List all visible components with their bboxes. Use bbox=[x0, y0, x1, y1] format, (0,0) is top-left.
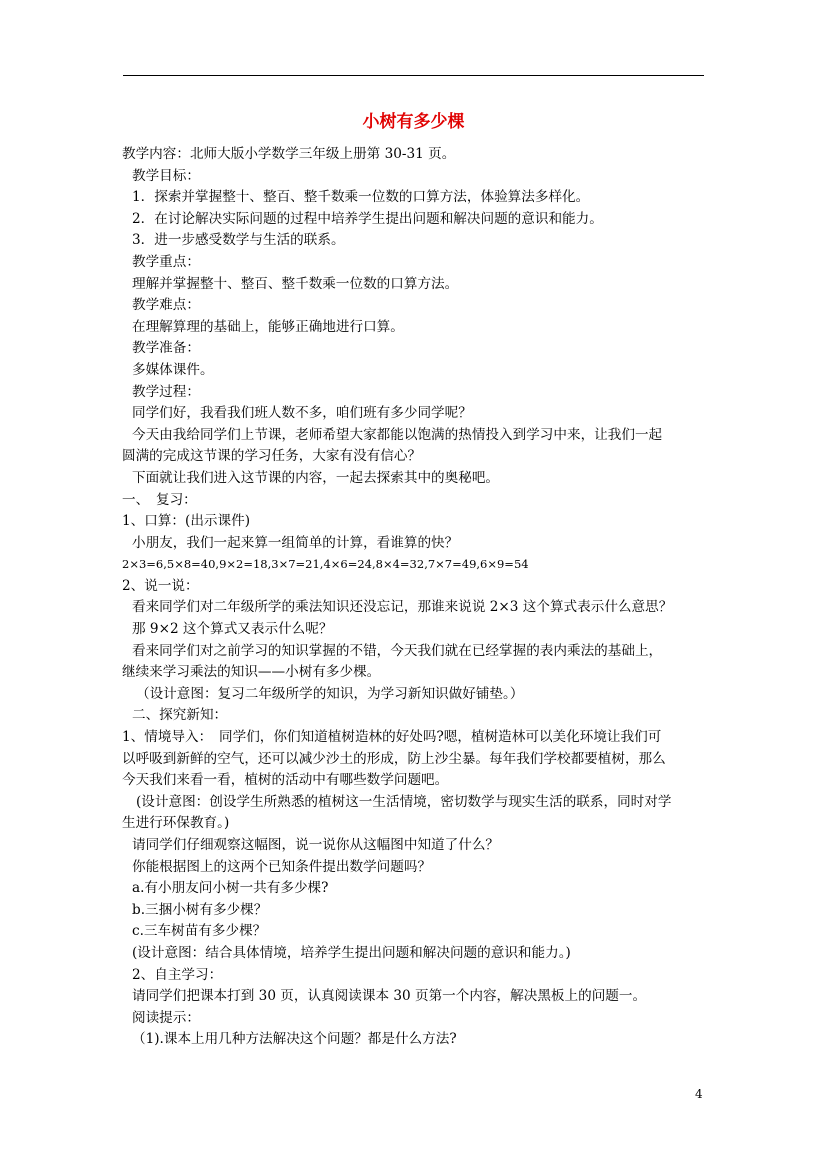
body-line-teaching-content: 教学内容：北师大版小学数学三年级上册第 30-31 页。 bbox=[122, 146, 456, 162]
body-line-intro-1: 今天由我给同学们上节课，老师希望大家都能以饱满的热情投入到学习中来，让我们一起 bbox=[132, 426, 663, 443]
body-line-equations: 2×3=6,5×8=40,9×2=18,3×7=21,4×6=24,8×4=32,7×7=49,6×9=54 bbox=[122, 557, 529, 572]
body-line-intro-3: 下面就让我们进入这节课的内容，一起去探索其中的奥秘吧。 bbox=[132, 469, 500, 486]
body-line-question-prompt: 你能根据图上的这两个已知条件提出数学问题吗？ bbox=[132, 858, 432, 875]
body-line-design-3: (设计意图：结合具体情境，培养学生提出问题和解决问题的意识和能力。) bbox=[132, 944, 571, 961]
body-line-observe: 请同学们仔细观察这幅图，说一说你从这幅图中知道了什么？ bbox=[132, 837, 500, 853]
header-rule bbox=[123, 75, 704, 76]
body-line-situation-3: 今天我们来看一看，植树的活动中有哪些数学问题吧。 bbox=[122, 772, 449, 789]
document-title: 小树有多少棵 bbox=[362, 112, 465, 132]
body-line-mental-math: 1、口算：(出示课件) bbox=[122, 513, 251, 530]
body-line-say-4: 继续来学习乘法的知识——小树有多少棵。 bbox=[122, 664, 381, 681]
body-line-difficulty: 在理解算理的基础上，能够正确地进行口算。 bbox=[132, 318, 404, 335]
document-body bbox=[122, 144, 712, 1051]
body-line-explore-heading: 二、探究新知： bbox=[132, 707, 228, 724]
body-line-say-heading: 2、说一说： bbox=[122, 577, 199, 594]
body-line-key-points-heading: 教学重点： bbox=[132, 253, 200, 270]
body-line-question-b: b.三捆小树有多少棵？ bbox=[132, 901, 268, 918]
body-line-goal-1: 1．探索并掌握整十、整百、整千数乘一位数的口算方法，体验算法多样化。 bbox=[132, 189, 590, 206]
body-line-self-study-heading: 2、自主学习： bbox=[132, 966, 223, 983]
body-line-say-3: 看来同学们对之前学习的知识掌握的不错，今天我们就在已经掌握的表内乘法的基础上， bbox=[132, 642, 663, 659]
body-line-situation-1: 1、情境导入： 同学们，你们知道植树造林的好处吗?嗯，植树造林可以美化环境让我们可 bbox=[122, 729, 662, 746]
body-line-design-2a: (设计意图：创设学生所熟悉的植树这一生活情境，密切数学与现实生活的联系，同时对学 bbox=[136, 793, 672, 810]
body-line-goal-2: 2．在讨论解决实际问题的过程中培养学生提出问题和解决问题的意识和能力。 bbox=[132, 210, 603, 227]
body-line-preparation-heading: 教学准备： bbox=[132, 340, 200, 357]
body-line-mental-math-prompt: 小朋友，我们一起来算一组简单的计算，看谁算的快？ bbox=[132, 534, 459, 551]
body-line-design-2b: 生进行环保教育。) bbox=[122, 815, 230, 832]
body-line-say-2: 那 9×2 这个算式又表示什么呢？ bbox=[132, 621, 333, 638]
body-line-tip-1: （1).课本上用几种方法解决这个问题？都是什么方法? bbox=[132, 1031, 457, 1048]
body-line-goal-3: 3．进一步感受数学与生活的联系。 bbox=[132, 232, 345, 249]
page-number: 4 bbox=[695, 1087, 703, 1101]
body-line-reading-tips: 阅读提示： bbox=[132, 1009, 200, 1026]
body-line-key-points: 理解并掌握整十、整百、整千数乘一位数的口算方法。 bbox=[132, 275, 459, 292]
body-line-say-1: 看来同学们对二年级所学的乘法知识还没忘记，那谁来说说 2×3 这个算式表示什么意思？ bbox=[132, 599, 673, 616]
body-line-question-a: a.有小朋友问小树一共有多少棵? bbox=[132, 880, 329, 897]
body-line-difficulty-heading: 教学难点： bbox=[132, 297, 200, 314]
body-line-situation-2: 以呼吸到新鲜的空气，还可以减少沙土的形成，防上沙尘暴。每年我们学校都要植树，那么 bbox=[122, 750, 666, 767]
body-line-process-heading: 教学过程： bbox=[132, 383, 200, 400]
body-line-self-study: 请同学们把课本打到 30 页，认真阅读课本 30 页第一个内容，解决黑板上的问题一。 bbox=[132, 988, 647, 1005]
body-line-question-c: c.三车树苗有多少棵？ bbox=[132, 923, 267, 940]
body-line-design-1: （设计意图：复习二年级所学的知识，为学习新知识做好铺垫。） bbox=[136, 685, 524, 702]
body-line-intro-2: 圆满的完成这节课的学习任务，大家有没有信心？ bbox=[122, 448, 422, 465]
body-line-greeting: 同学们好，我看我们班人数不多，咱们班有多少同学呢？ bbox=[132, 405, 472, 422]
body-line-review-heading: 一、 复习： bbox=[122, 491, 197, 508]
body-line-goals-heading: 教学目标： bbox=[132, 167, 200, 184]
body-line-preparation: 多媒体课件。 bbox=[132, 361, 214, 378]
